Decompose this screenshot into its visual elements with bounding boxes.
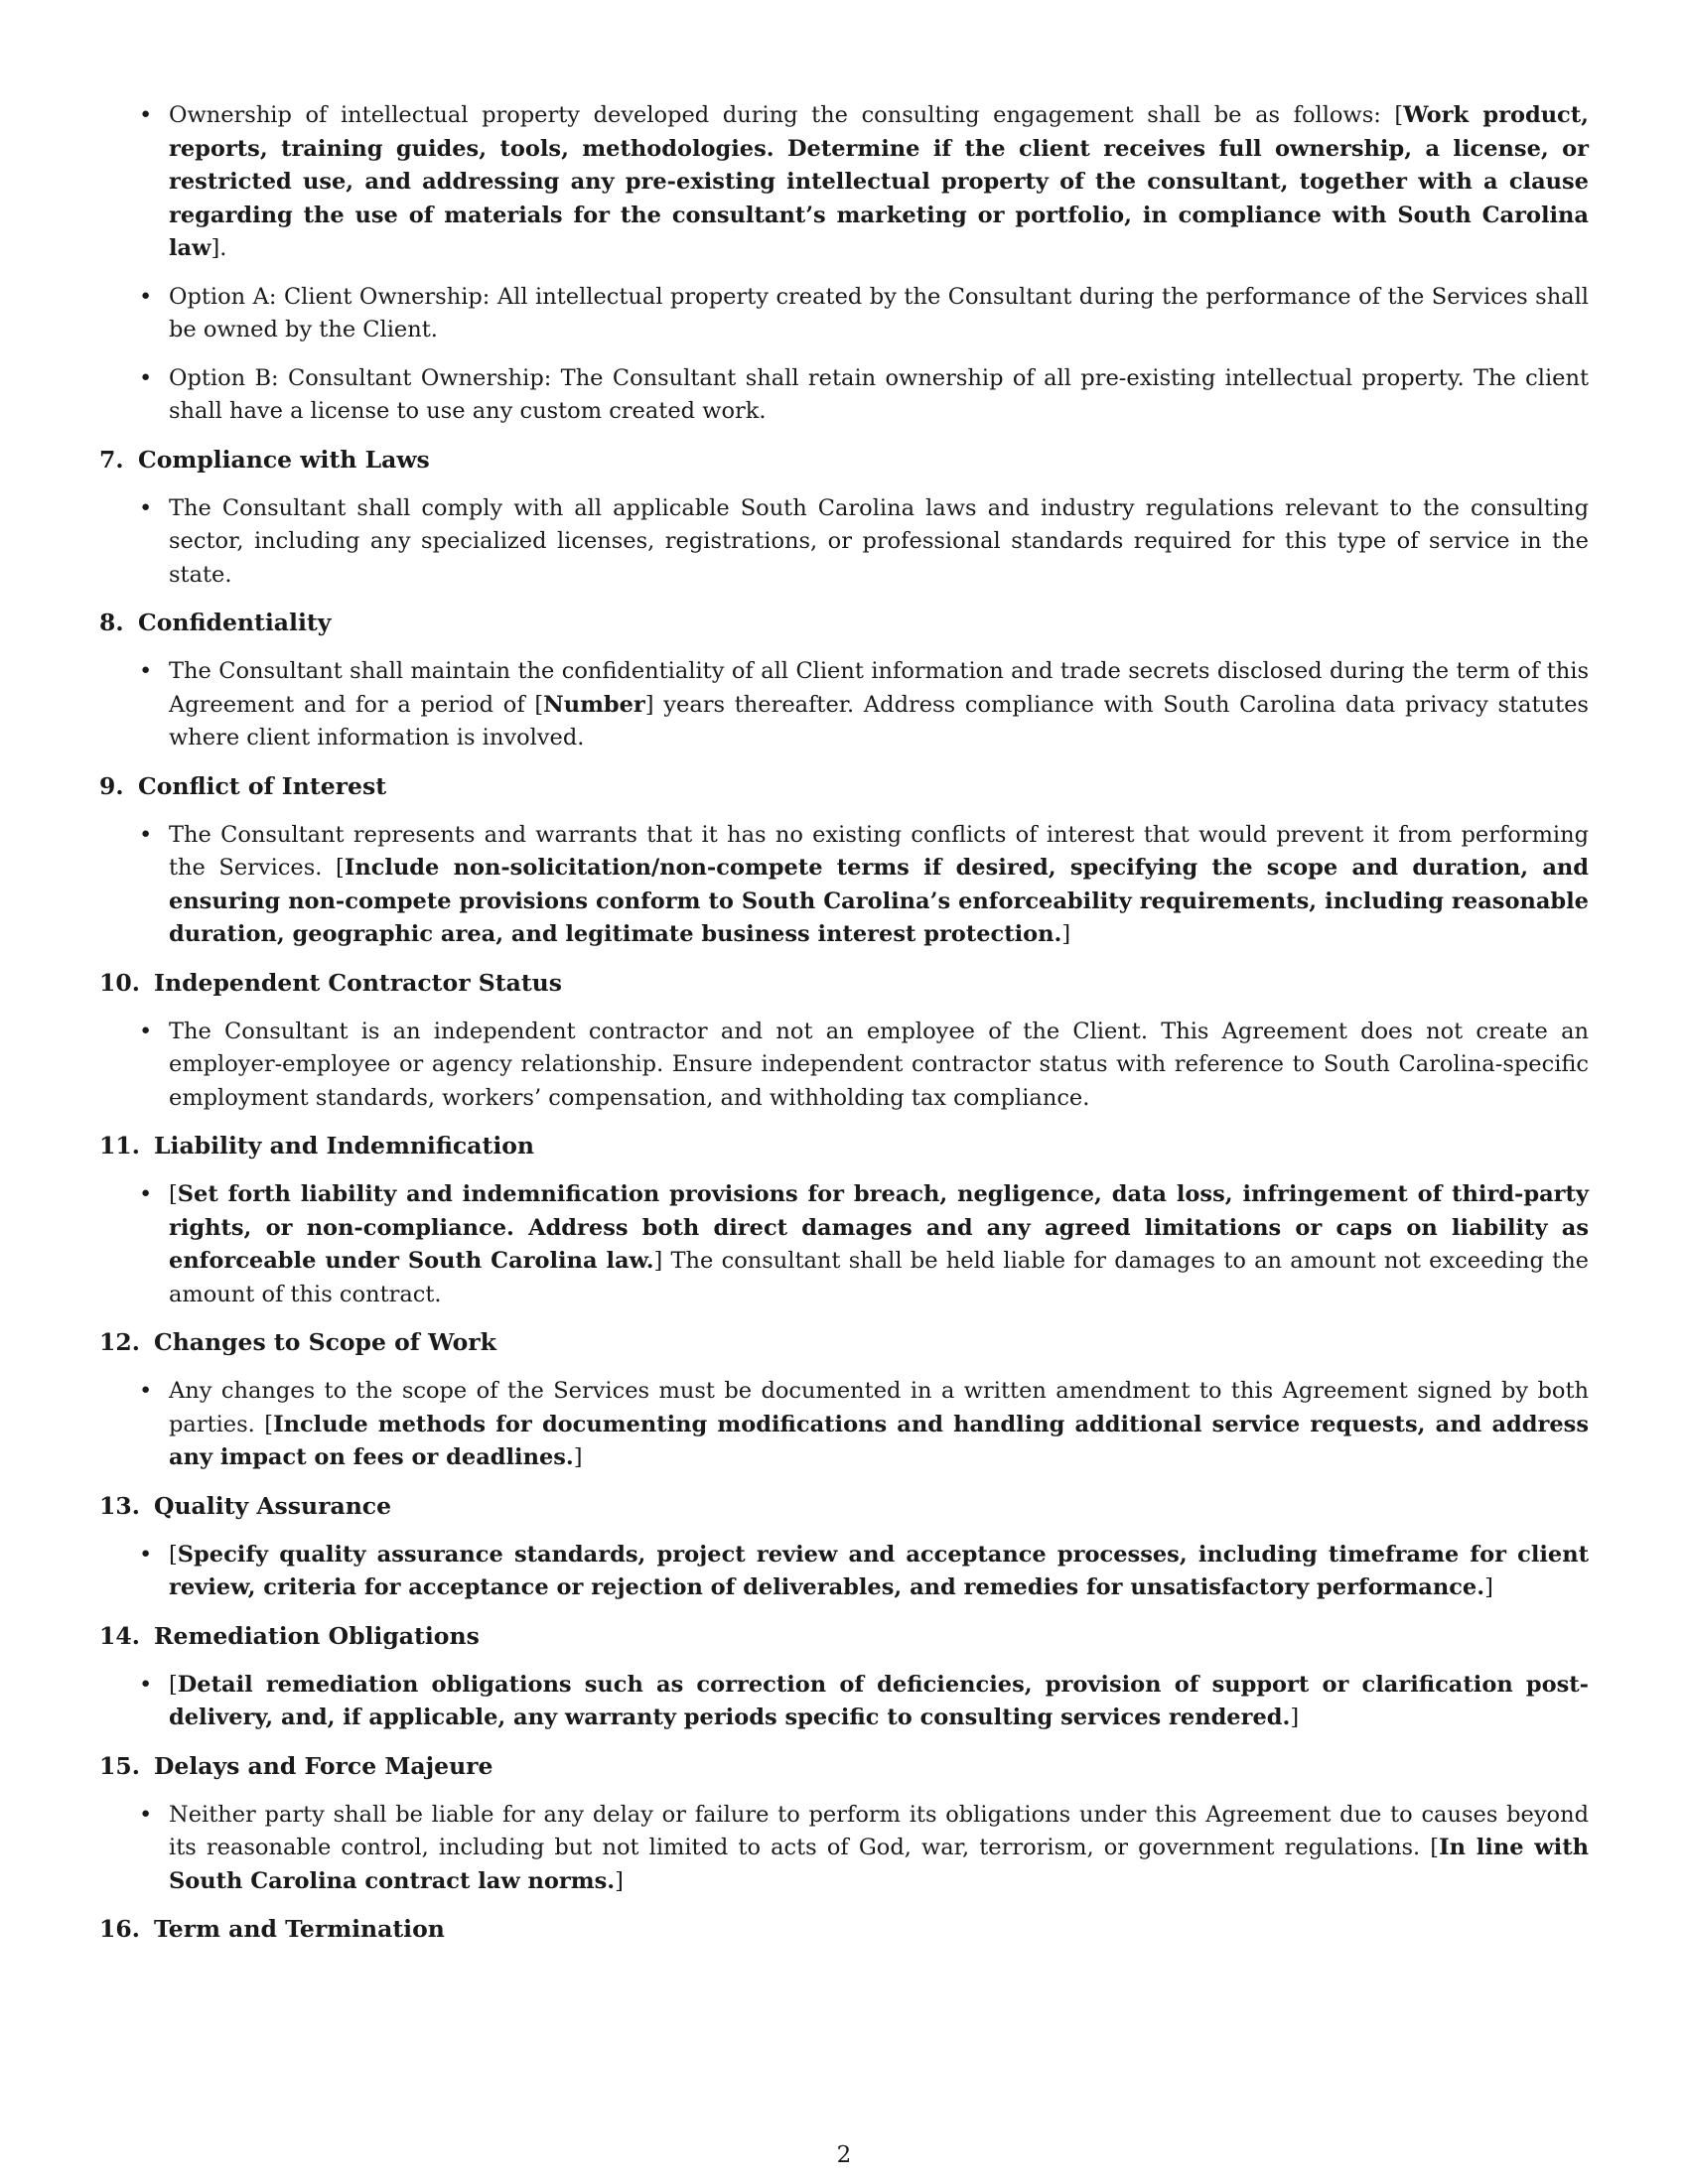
section-number: 16. bbox=[99, 1915, 140, 1943]
text-run: ] bbox=[1484, 1574, 1493, 1600]
section-title: Remediation Obligations bbox=[154, 1621, 480, 1650]
section-title: Liability and Indemnification bbox=[154, 1132, 535, 1160]
text-run: Neither party shall be liable for any delay or failure to perform its obligations under this Agreement due to causes beyond its reasonable control, including but not limited to acts of God, war, terrorism, or government regulations. [ bbox=[169, 1801, 1589, 1860]
text-run: Option A: Client Ownership: All intellectual property created by the Consultant during the performance of the Services shall be owned by the Client. bbox=[169, 283, 1589, 342]
list-item bbox=[99, 1669, 1589, 1735]
section-number: 10. bbox=[99, 968, 140, 997]
section-bullet-list bbox=[99, 492, 1589, 593]
text-run: ] bbox=[1061, 921, 1071, 947]
section-heading bbox=[99, 1620, 1589, 1653]
bold-text-run: In line with South Carolina contract law norms. bbox=[169, 1835, 1589, 1894]
list-item bbox=[99, 362, 1589, 429]
section-number: 12. bbox=[99, 1328, 140, 1356]
section-title: Independent Contractor Status bbox=[154, 968, 562, 997]
section-number: 13. bbox=[99, 1491, 140, 1520]
bold-text-run: Specify quality assurance standards, project review and acceptance processes, including timeframe for client review, criteria for acceptance or rejection of deliverables, and remedies for unsatisfactory performance. bbox=[169, 1541, 1589, 1600]
text-run: Any changes to the scope of the Services must be documented in a written amendment to this Agreement signed by both parties. [ bbox=[169, 1378, 1589, 1437]
bold-text-run: Number bbox=[543, 691, 645, 718]
section-heading bbox=[99, 607, 1589, 639]
list-item bbox=[99, 1178, 1589, 1311]
page-number: 2 bbox=[836, 2142, 852, 2168]
section-heading bbox=[99, 1913, 1589, 1946]
list-item bbox=[99, 819, 1589, 952]
section-title: Term and Termination bbox=[154, 1915, 445, 1943]
section-title: Quality Assurance bbox=[154, 1491, 392, 1520]
section-bullet-list bbox=[99, 1016, 1589, 1116]
text-run: Option B: Consultant Ownership: The Consultant shall retain ownership of all pre-existing intellectual property. The client shall have a license to use any custom created work. bbox=[169, 364, 1589, 424]
section-heading bbox=[99, 444, 1589, 477]
bold-text-run: Set forth liability and indemnification provisions for breach, negligence, data loss, infringement of third-party rights, or non-compliance. Address both direct damages and any agreed limitations or caps on liability as enforceable under South Carolina law. bbox=[169, 1181, 1589, 1274]
bold-text-run: Include non-solicitation/non-compete terms if desired, specifying the scope and duration, and ensuring non-compete provisions conform to South Carolina’s enforceability requirements, including reasonable duration, geographic area, and legitimate business interest protection. bbox=[169, 855, 1589, 947]
section-title: Conflict of Interest bbox=[138, 771, 387, 800]
section-title: Confidentiality bbox=[138, 609, 332, 636]
section-heading bbox=[99, 1130, 1589, 1162]
document-body bbox=[99, 99, 1589, 1962]
text-run: [ bbox=[169, 1181, 178, 1207]
section-heading bbox=[99, 1750, 1589, 1783]
section-number: 15. bbox=[99, 1751, 140, 1780]
list-item bbox=[99, 1375, 1589, 1475]
section-heading bbox=[99, 1490, 1589, 1523]
section-list bbox=[99, 444, 1589, 1947]
text-run: The Consultant shall comply with all applicable South Carolina laws and industry regulations relevant to the consulting sector, including any specialized licenses, registrations, or professional standards required for this type of service in the state. bbox=[169, 494, 1589, 588]
text-run: ] years thereafter. Address compliance with South Carolina data privacy statutes where client information is involved. bbox=[169, 691, 1589, 751]
section-title: Delays and Force Majeure bbox=[154, 1751, 493, 1780]
bold-text-run: Work product, reports, training guides, tools, methodologies. Determine if the client receives full ownership, a license, or restricted use, and addressing any pre-existing intellectual property of the consultant, together with a clause regarding the use of materials for the consultant’s marketing or portfolio, in compliance with South Carolina law bbox=[169, 102, 1589, 261]
section-title: Compliance with Laws bbox=[138, 445, 430, 474]
section-number: 8. bbox=[99, 609, 124, 636]
text-run: ] bbox=[615, 1867, 624, 1894]
list-item bbox=[99, 1016, 1589, 1116]
list-item bbox=[99, 1799, 1589, 1899]
bold-text-run: Detail remediation obligations such as correction of deficiencies, provision of support or clarification post-delivery, and, if applicable, any warranty periods specific to consulting services rendered. bbox=[169, 1671, 1589, 1730]
section-number: 7. bbox=[99, 445, 124, 474]
text-run: The Consultant is an independent contractor and not an employee of the Client. This Agreement does not create an employer-employee or agency relationship. Ensure independent contractor status with reference to South Carolina-specific employment standards, workers’ compensation, and withholding tax compliance. bbox=[169, 1018, 1589, 1111]
section-number: 14. bbox=[99, 1621, 140, 1650]
text-run: ] bbox=[573, 1444, 583, 1470]
intro-bullet-list bbox=[99, 99, 1589, 429]
section-number: 9. bbox=[99, 771, 124, 800]
list-item bbox=[99, 655, 1589, 755]
text-run: Ownership of intellectual property developed during the consulting engagement shall be as follows: [ bbox=[169, 102, 1404, 128]
list-item bbox=[99, 1539, 1589, 1605]
section-title: Changes to Scope of Work bbox=[154, 1328, 496, 1356]
text-run: The Consultant represents and warrants that it has no existing conflicts of interest that would prevent it from performing the Services. [ bbox=[169, 821, 1589, 881]
section-bullet-list bbox=[99, 1178, 1589, 1311]
text-run: ] bbox=[1290, 1705, 1300, 1730]
text-run: [ bbox=[169, 1671, 178, 1698]
text-run: The Consultant shall maintain the confidentiality of all Client information and trade secrets disclosed during the term of this Agreement and for a period of [ bbox=[169, 658, 1589, 718]
section-bullet-list bbox=[99, 1799, 1589, 1899]
section-number: 11. bbox=[99, 1132, 140, 1160]
text-run: [ bbox=[169, 1541, 178, 1568]
list-item bbox=[99, 281, 1589, 347]
section-bullet-list bbox=[99, 1669, 1589, 1735]
section-bullet-list bbox=[99, 1539, 1589, 1605]
section-heading bbox=[99, 770, 1589, 803]
text-run: ]. bbox=[211, 235, 227, 261]
section-heading bbox=[99, 1326, 1589, 1359]
bold-text-run: Include methods for documenting modifications and handling additional service requests, and address any impact on fees or deadlines. bbox=[169, 1411, 1589, 1470]
section-bullet-list bbox=[99, 1375, 1589, 1475]
section-bullet-list bbox=[99, 655, 1589, 755]
list-item bbox=[99, 492, 1589, 593]
section-heading bbox=[99, 967, 1589, 1000]
text-run: ] The consultant shall be held liable for damages to an amount not exceeding the amount of this contract. bbox=[169, 1248, 1589, 1307]
list-item bbox=[99, 99, 1589, 266]
section-bullet-list bbox=[99, 819, 1589, 952]
